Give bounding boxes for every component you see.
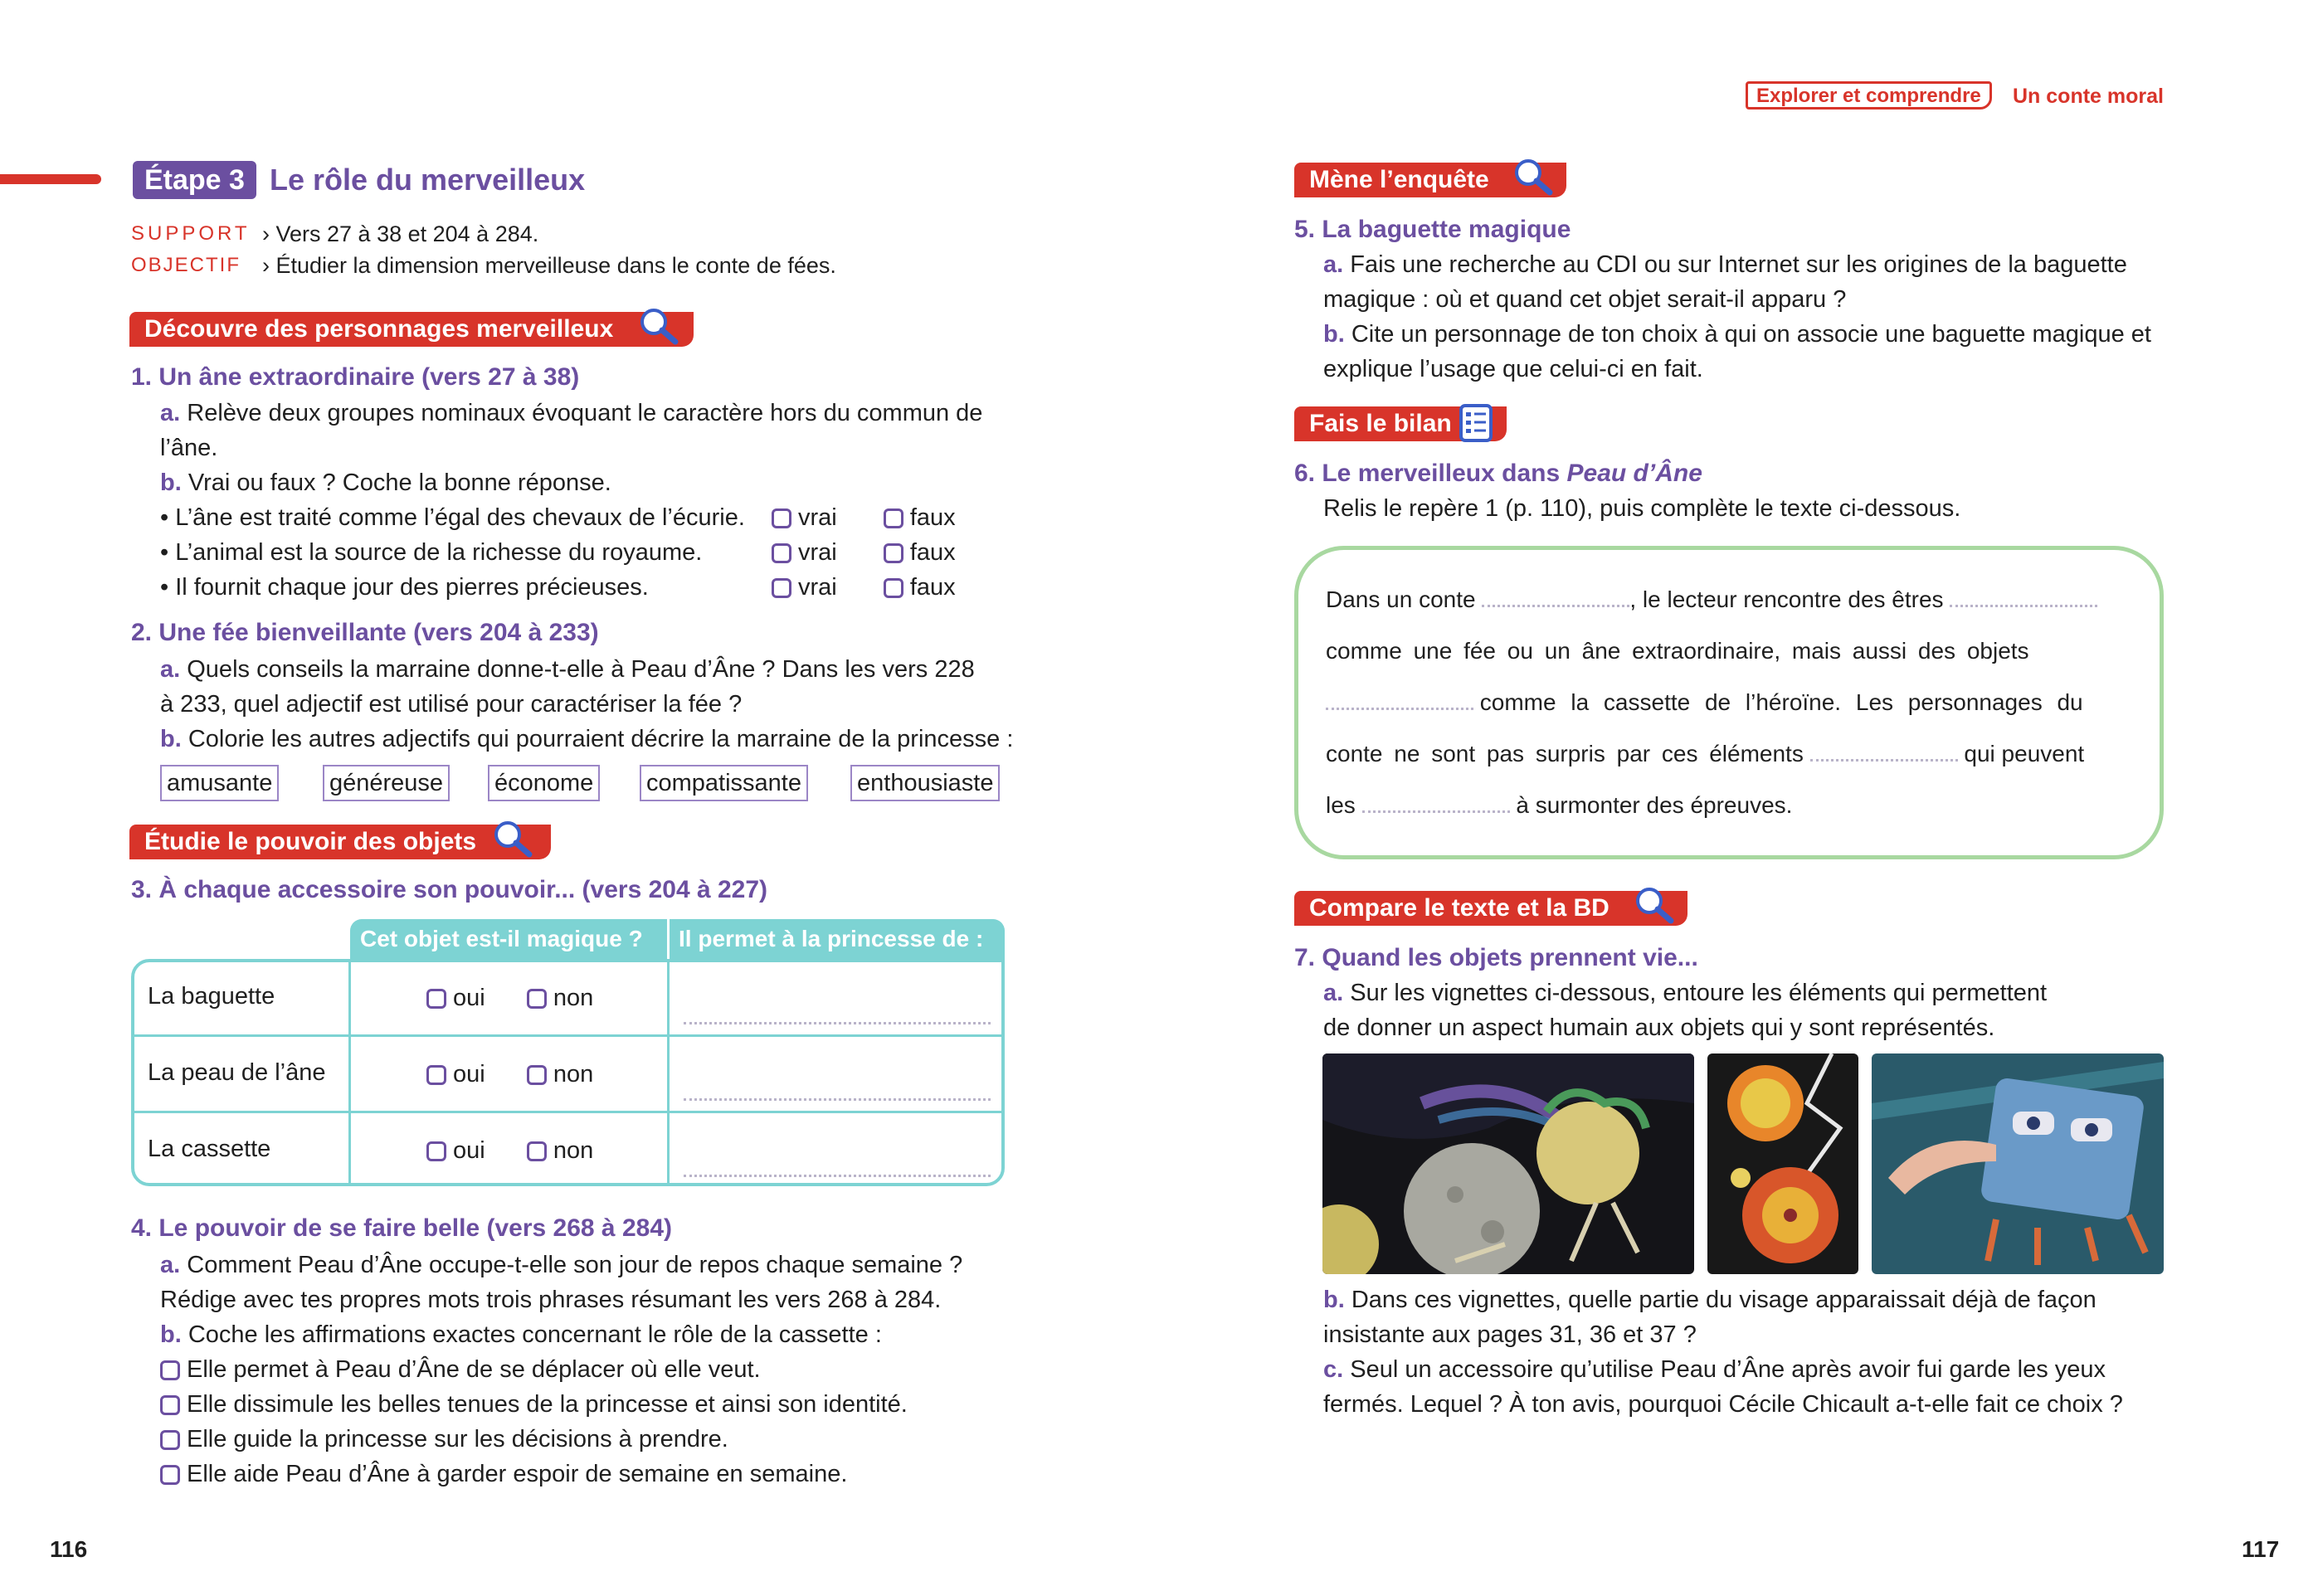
- q7a-line1: Sur les vignettes ci-dessous, entoure les éléments qui permettent: [1350, 980, 2048, 1006]
- option-label: Elle permet à Peau d’Âne de se déplacer où elle veut.: [187, 1356, 761, 1383]
- checkbox[interactable]: [160, 1395, 180, 1415]
- option-label: Elle dissimule les belles tenues de la princesse et ainsi son identité.: [187, 1391, 908, 1418]
- table-header-allows: Il permet à la princesse de :: [679, 926, 984, 951]
- oui-non-1: [426, 980, 593, 1015]
- q1b: [160, 465, 611, 500]
- vrai-label: vrai: [798, 539, 837, 566]
- blank-dots[interactable]: [1950, 588, 2097, 607]
- q7a-line2: de donner un aspect humain aux objets qui y sont représentés.: [1323, 1015, 1995, 1041]
- vrai-label: vrai: [798, 504, 837, 531]
- checkbox-oui[interactable]: [426, 1065, 446, 1085]
- support-text: › Vers 27 à 38 et 204 à 284.: [262, 221, 539, 246]
- adjective-box[interactable]: amusante: [160, 765, 279, 801]
- fill-line-5: [1326, 788, 1792, 823]
- checkbox-non[interactable]: [527, 1065, 547, 1085]
- fill-text: les: [1326, 792, 1356, 818]
- objectif-text: › Étudier la dimension merveilleuse dans le conte de fées.: [262, 253, 836, 278]
- q5b: [1323, 317, 2151, 352]
- q6-title: [1294, 456, 1702, 491]
- non-label: non: [553, 1137, 594, 1164]
- q4b-letter: b.: [160, 1321, 182, 1348]
- q7c: [1323, 1352, 2106, 1387]
- table-col-line-2: [667, 959, 670, 1186]
- comic-panel-suns: [1707, 1053, 1858, 1274]
- table-row-label: La baguette: [148, 983, 275, 1010]
- tag-etudie-objets: [129, 825, 551, 859]
- tag-label: Compare le texte et la BD: [1309, 894, 1610, 922]
- q2b-text: Colorie les autres adjectifs qui pourraient décrire la marraine de la princesse :: [187, 726, 1014, 752]
- support-label: SUPPORT: [131, 222, 251, 245]
- comic-panel-chest: [1872, 1053, 2164, 1274]
- fill-text: conte ne sont pas surpris par ces éléments: [1326, 741, 1804, 766]
- tag-label: Fais le bilan: [1309, 410, 1452, 437]
- table-row-line-2: [131, 1111, 1005, 1113]
- section-badge: Explorer et comprendre: [1746, 81, 1992, 109]
- adjective-box[interactable]: économe: [488, 765, 600, 801]
- fill-line-1: [1326, 582, 2097, 617]
- q7b-letter: b.: [1323, 1287, 1345, 1313]
- q1a: [160, 396, 982, 431]
- table-header-divider: [667, 919, 670, 959]
- table-row-label: La peau de l’âne: [148, 1059, 326, 1086]
- fill-text: qui peuvent: [1964, 741, 2085, 766]
- q2-title: 2. Une fée bienveillante (vers 204 à 233): [131, 619, 599, 646]
- table-header-magic: Cet objet est-il magique ?: [360, 926, 643, 951]
- q6-title-italic: Peau d’Âne: [1566, 460, 1702, 487]
- page-number-left: 116: [50, 1536, 88, 1562]
- objects-table: [131, 919, 1005, 1186]
- option-label: Elle guide la princesse sur les décisions à prendre.: [187, 1426, 728, 1452]
- q3-title: 3. À chaque accessoire son pouvoir... (vers 204 à 227): [131, 876, 768, 903]
- answer-dots[interactable]: [684, 1082, 991, 1101]
- q4a-line2: Rédige avec tes propres mots trois phrases résumant les vers 268 à 284.: [160, 1287, 942, 1313]
- fill-line-4: [1326, 737, 2084, 771]
- q1a-line2: l’âne.: [160, 435, 218, 461]
- checkbox[interactable]: [160, 1465, 180, 1485]
- q7c-line2: fermés. Lequel ? À ton avis, pourquoi Cécile Chicault a-t-elle fait ce choix ?: [1323, 1391, 2123, 1418]
- table-row-line-1: [131, 1034, 1005, 1037]
- q5a-line2: magique : où et quand cet objet serait-il apparu ?: [1323, 286, 1847, 313]
- oui-non-2: [426, 1057, 593, 1092]
- fill-line-3: [1326, 685, 2083, 720]
- q5b-letter: b.: [1323, 321, 1345, 348]
- checkbox-vrai[interactable]: [772, 508, 791, 528]
- oui-label: oui: [453, 985, 485, 1011]
- faux-label: faux: [909, 504, 956, 531]
- q7a: [1323, 976, 2047, 1010]
- vrai-faux-1: [772, 500, 956, 535]
- blank-dots[interactable]: [1326, 691, 1473, 710]
- tag-label: Étudie le pouvoir des objets: [144, 828, 477, 855]
- fill-text: à surmonter des épreuves.: [1516, 792, 1793, 818]
- q5b-line2: explique l’usage que celui-ci en fait.: [1323, 356, 1703, 382]
- q5a: [1323, 247, 2127, 282]
- q1b-item-2: • L’animal est la source de la richesse du royaume.: [160, 539, 703, 566]
- blank-dots[interactable]: [1482, 588, 1629, 607]
- magnifier-icon: [1633, 884, 1676, 927]
- q5-title: 5. La baguette magique: [1294, 216, 1571, 243]
- q2a-line2: à 233, quel adjectif est utilisé pour caractériser la fée ?: [160, 691, 743, 718]
- q1b-item-1: • L’âne est traité comme l’égal des chevaux de l’écurie.: [160, 504, 745, 531]
- adjective-box[interactable]: compatissante: [640, 765, 808, 801]
- tag-mene-enquete: [1294, 163, 1566, 197]
- q2b: [160, 722, 1013, 757]
- blank-dots[interactable]: [1810, 742, 1958, 762]
- vrai-faux-3: [772, 570, 956, 605]
- q1b-text: Vrai ou faux ? Coche la bonne réponse.: [187, 470, 611, 496]
- faux-label: faux: [909, 574, 956, 601]
- checklist-icon: [1459, 403, 1493, 443]
- checkbox-non[interactable]: [527, 1141, 547, 1161]
- tag-label: Découvre des personnages merveilleux: [144, 315, 614, 343]
- q1a-line1: Relève deux groupes nominaux évoquant le caractère hors du commun de: [187, 400, 983, 426]
- q7b-line1: Dans ces vignettes, quelle partie du visage apparaissait déjà de façon: [1351, 1287, 2097, 1313]
- adjective-box[interactable]: enthousiaste: [850, 765, 1000, 801]
- q4a-line1: Comment Peau d’Âne occupe-t-elle son jour de repos chaque semaine ?: [187, 1252, 963, 1278]
- q1-title: 1. Un âne extraordinaire (vers 27 à 38): [131, 363, 580, 391]
- blank-dots[interactable]: [1362, 794, 1510, 813]
- vrai-faux-2: [772, 535, 956, 570]
- answer-dots[interactable]: [684, 1005, 991, 1024]
- q5a-line1: Fais une recherche au CDI ou sur Internet sur les origines de la baguette: [1350, 251, 2127, 278]
- table-col-line-1: [348, 959, 351, 1186]
- checkbox-oui[interactable]: [426, 1141, 446, 1161]
- q2b-letter: b.: [160, 726, 182, 752]
- q5a-letter: a.: [1323, 251, 1344, 278]
- adjective-box[interactable]: généreuse: [323, 765, 450, 801]
- oui-label: oui: [453, 1137, 485, 1164]
- checkbox-faux[interactable]: [884, 508, 903, 528]
- q4b-option-3: [160, 1422, 728, 1457]
- q7-title: 7. Quand les objets prennent vie...: [1294, 944, 1698, 971]
- oui-label: oui: [453, 1061, 485, 1088]
- q7b-line2: insistante aux pages 31, 36 et 37 ?: [1323, 1321, 1697, 1348]
- tag-label: Mène l’enquête: [1309, 166, 1489, 193]
- q4a-letter: a.: [160, 1252, 181, 1278]
- non-label: non: [553, 985, 594, 1011]
- table-row-label: La cassette: [148, 1136, 271, 1162]
- fill-text: , le lecteur rencontre des êtres: [1629, 586, 1944, 612]
- oui-non-3: [426, 1133, 593, 1168]
- q7c-letter: c.: [1323, 1356, 1344, 1383]
- fill-text: comme la cassette de l’héroïne. Les personnages du: [1479, 689, 2083, 715]
- checkbox[interactable]: [160, 1360, 180, 1380]
- tag-fais-bilan: [1294, 406, 1507, 441]
- page-number-right: 117: [2242, 1536, 2280, 1562]
- checkbox-faux[interactable]: [884, 578, 903, 598]
- q4b: [160, 1317, 882, 1352]
- answer-dots[interactable]: [684, 1158, 991, 1177]
- etape-label: Étape 3: [133, 161, 256, 199]
- comic-panel-moons: [1322, 1053, 1694, 1274]
- checkbox-faux[interactable]: [884, 543, 903, 563]
- left-red-bar: [0, 174, 101, 184]
- q1b-item-3: • Il fournit chaque jour des pierres précieuses.: [160, 574, 649, 601]
- q4a: [160, 1248, 962, 1282]
- tag-compare-bd: [1294, 891, 1687, 926]
- q7c-line1: Seul un accessoire qu’utilise Peau d’Âne après avoir fui garde les yeux: [1350, 1356, 2106, 1383]
- fill-text: Dans un conte: [1326, 586, 1476, 612]
- q6-title-prefix: 6. Le merveilleux dans: [1294, 460, 1567, 487]
- option-label: Elle aide Peau d’Âne à garder espoir de semaine en semaine.: [187, 1461, 848, 1487]
- q1a-letter: a.: [160, 400, 181, 426]
- q2a-line1: Quels conseils la marraine donne-t-elle à Peau d’Âne ? Dans les vers 228: [187, 656, 975, 683]
- q4-title: 4. Le pouvoir de se faire belle (vers 268 à 284): [131, 1214, 672, 1242]
- etape-title: Le rôle du merveilleux: [270, 163, 586, 197]
- q2a: [160, 652, 975, 687]
- q4b-text: Coche les affirmations exactes concernant le rôle de la cassette :: [187, 1321, 882, 1348]
- tag-decouvre-personnages: [129, 312, 694, 347]
- vrai-label: vrai: [798, 574, 837, 601]
- fill-line-2: comme une fée ou un âne extraordinaire, mais aussi des objets: [1326, 638, 2029, 664]
- q7b: [1323, 1282, 2097, 1317]
- q6-text: Relis le repère 1 (p. 110), puis complète le texte ci-dessous.: [1323, 495, 1961, 522]
- q5b-line1: Cite un personnage de ton choix à qui on associe une baguette magique et: [1351, 321, 2151, 348]
- q2a-letter: a.: [160, 656, 181, 683]
- q4b-option-2: [160, 1387, 908, 1422]
- checkbox-vrai[interactable]: [772, 578, 791, 598]
- magnifier-icon: [1512, 156, 1555, 199]
- objectif-label: OBJECTIF: [131, 254, 241, 276]
- checkbox-oui[interactable]: [426, 989, 446, 1009]
- checkbox-non[interactable]: [527, 989, 547, 1009]
- q1b-letter: b.: [160, 470, 182, 496]
- q7a-letter: a.: [1323, 980, 1344, 1006]
- faux-label: faux: [909, 539, 956, 566]
- magnifier-icon: [491, 818, 534, 861]
- checkbox[interactable]: [160, 1430, 180, 1450]
- section-title: Un conte moral: [2013, 85, 2164, 108]
- q4b-option-1: [160, 1352, 761, 1387]
- checkbox-vrai[interactable]: [772, 543, 791, 563]
- non-label: non: [553, 1061, 594, 1088]
- magnifier-icon: [637, 305, 680, 348]
- q4b-option-4: [160, 1457, 847, 1491]
